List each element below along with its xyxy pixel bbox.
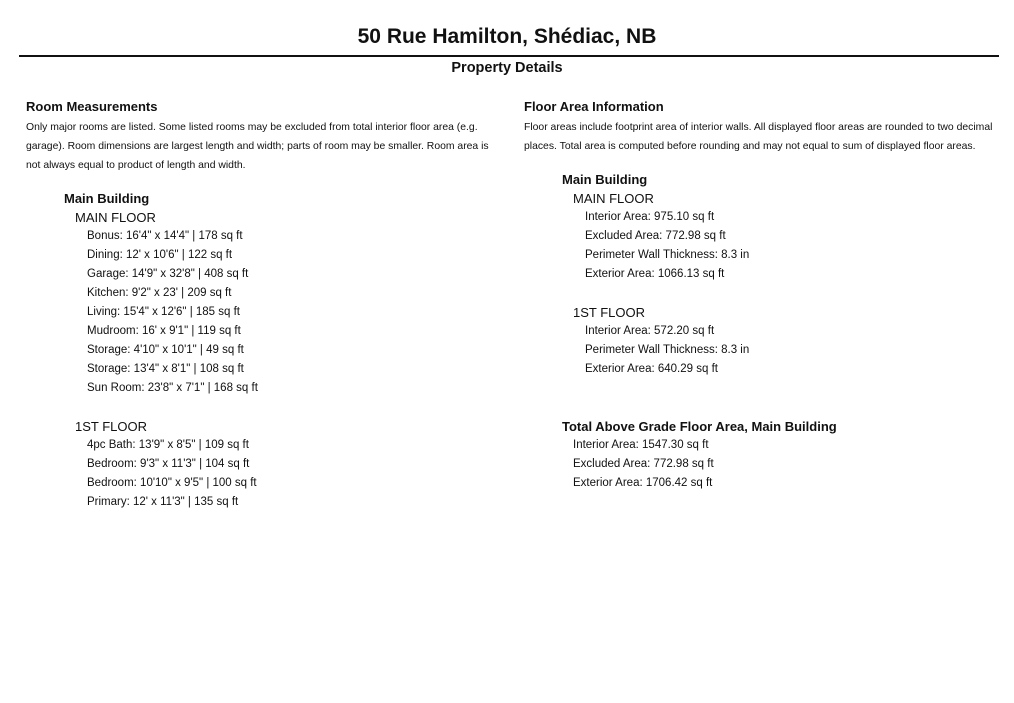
room-item: Bedroom: 9'3" x 11'3" | 104 sq ft — [87, 458, 250, 470]
spacer — [64, 398, 504, 417]
room-floor-title-main: MAIN FLOOR — [75, 210, 156, 225]
total-area-title: Total Above Grade Floor Area, Main Building — [562, 419, 837, 434]
page-subtitle: Property Details — [451, 60, 563, 76]
area-item: Perimeter Wall Thickness: 8.3 in — [585, 249, 750, 261]
floor-area-heading: Floor Area Information — [524, 99, 664, 114]
page-title: 50 Rue Hamilton, Shédiac, NB — [357, 25, 657, 48]
floor-area-section — [524, 98, 1002, 493]
title-divider — [19, 55, 999, 57]
spacer — [562, 398, 1002, 417]
room-item: Bonus: 16'4" x 14'4" | 178 sq ft — [87, 230, 243, 242]
room-item: Garage: 14'9" x 32'8" | 408 sq ft — [87, 268, 249, 280]
room-item: Mudroom: 16' x 9'1" | 119 sq ft — [87, 325, 241, 337]
room-item: Storage: 13'4" x 8'1" | 108 sq ft — [87, 363, 244, 375]
area-floor-title-main: MAIN FLOOR — [573, 191, 654, 206]
total-area-block — [562, 417, 1002, 493]
area-building-block — [562, 170, 1002, 417]
area-item: Interior Area: 572.20 sq ft — [585, 325, 715, 337]
room-floor-title-1st: 1ST FLOOR — [75, 419, 148, 434]
room-item: Dining: 12' x 10'6" | 122 sq ft — [87, 249, 233, 261]
total-area-item: Exterior Area: 1706.42 sq ft — [573, 477, 713, 489]
room-measurements-heading: Room Measurements — [26, 99, 158, 114]
area-item: Exterior Area: 1066.13 sq ft — [585, 268, 725, 280]
room-item: Storage: 4'10" x 10'1" | 49 sq ft — [87, 344, 244, 356]
floor-area-note: Floor areas include footprint area of interior walls. All displayed floor areas are rounded to two decimal places. Total area is computed before rounding and may not equal to sum of displayed floor areas. — [524, 122, 993, 152]
room-item: 4pc Bath: 13'9" x 8'5" | 109 sq ft — [87, 439, 249, 451]
room-measurements-section — [26, 98, 504, 512]
area-item: Excluded Area: 772.98 sq ft — [585, 230, 726, 242]
area-item: Interior Area: 975.10 sq ft — [585, 211, 715, 223]
area-floor-title-1st: 1ST FLOOR — [573, 305, 646, 320]
room-building-block — [64, 189, 504, 512]
area-item: Exterior Area: 640.29 sq ft — [585, 363, 718, 375]
room-item: Kitchen: 9'2" x 23' | 209 sq ft — [87, 287, 232, 299]
total-area-item: Excluded Area: 772.98 sq ft — [573, 458, 714, 470]
room-measurements-note: Only major rooms are listed. Some listed rooms may be excluded from total interior floor area (e.g. garage). Room dimensions are largest length and width; parts of room may be smaller. Room area is not always equal to product of length and width. — [26, 122, 489, 171]
spacer — [562, 379, 1002, 398]
area-building-title: Main Building — [562, 172, 648, 187]
total-area-item: Interior Area: 1547.30 sq ft — [573, 439, 709, 451]
room-item: Sun Room: 23'8" x 7'1" | 168 sq ft — [87, 382, 258, 394]
room-building-title: Main Building — [64, 191, 150, 206]
room-item: Bedroom: 10'10" x 9'5" | 100 sq ft — [87, 477, 257, 489]
room-item: Living: 15'4" x 12'6" | 185 sq ft — [87, 306, 240, 318]
area-item: Perimeter Wall Thickness: 8.3 in — [585, 344, 750, 356]
room-item: Primary: 12' x 11'3" | 135 sq ft — [87, 496, 239, 508]
spacer — [562, 284, 1002, 303]
